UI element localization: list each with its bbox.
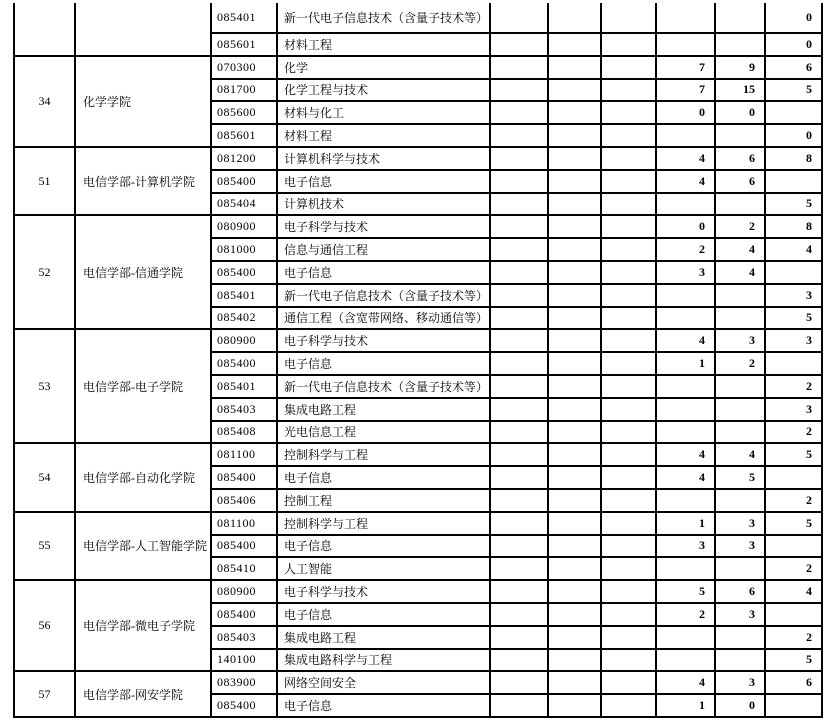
- major-code-cell: 081200: [211, 147, 277, 170]
- blank-cell: [601, 56, 656, 79]
- major-code-cell: 085400: [211, 535, 277, 558]
- quota-value-cell: 1: [656, 352, 715, 375]
- quota-value-cell: 0: [765, 124, 822, 147]
- blank-cell: [601, 307, 656, 330]
- quota-value-cell: [656, 33, 715, 56]
- major-name-cell: 电子信息: [277, 694, 490, 717]
- blank-cell: [601, 512, 656, 535]
- quota-value-cell: 5: [765, 512, 822, 535]
- college-name-cell: 电信学部-网安学院: [75, 671, 211, 717]
- blank-cell: [490, 626, 548, 649]
- major-code-cell: 085600: [211, 101, 277, 124]
- major-name-cell: 信息与通信工程: [277, 238, 490, 261]
- blank-cell: [490, 580, 548, 603]
- college-name-cell: 电信学部-微电子学院: [75, 580, 211, 671]
- quota-value-cell: 5: [765, 649, 822, 672]
- quota-value-cell: [656, 375, 715, 398]
- quota-value-cell: 0: [715, 101, 765, 124]
- quota-value-cell: 3: [765, 329, 822, 352]
- major-name-cell: 计算机技术: [277, 193, 490, 216]
- quota-value-cell: 4: [656, 170, 715, 193]
- table-row: [14, 580, 822, 603]
- blank-cell: [490, 329, 548, 352]
- major-name-cell: 电子信息: [277, 535, 490, 558]
- quota-value-cell: [715, 557, 765, 580]
- quota-value-cell: 0: [765, 33, 822, 56]
- major-code-cell: 085406: [211, 489, 277, 512]
- quota-value-cell: 4: [656, 443, 715, 466]
- quota-value-cell: 3: [765, 284, 822, 307]
- blank-cell: [548, 421, 601, 444]
- blank-cell: [601, 535, 656, 558]
- blank-cell: [490, 466, 548, 489]
- blank-cell: [601, 375, 656, 398]
- blank-cell: [548, 56, 601, 79]
- quota-value-cell: 5: [765, 79, 822, 102]
- quota-value-cell: 2: [765, 557, 822, 580]
- quota-value-cell: 3: [656, 261, 715, 284]
- major-name-cell: 集成电路科学与工程: [277, 649, 490, 672]
- quota-value-cell: 4: [656, 147, 715, 170]
- quota-value-cell: 5: [765, 307, 822, 330]
- blank-cell: [601, 443, 656, 466]
- quota-value-cell: [715, 489, 765, 512]
- major-name-cell: 电子科学与技术: [277, 329, 490, 352]
- quota-value-cell: 8: [765, 215, 822, 238]
- blank-cell: [548, 626, 601, 649]
- quota-value-cell: 2: [765, 375, 822, 398]
- blank-cell: [548, 238, 601, 261]
- college-name-cell: 电信学部-计算机学院: [75, 147, 211, 215]
- major-code-cell: 085402: [211, 307, 277, 330]
- quota-value-cell: 8: [765, 147, 822, 170]
- blank-cell: [548, 580, 601, 603]
- quota-value-cell: 9: [715, 56, 765, 79]
- major-name-cell: 电子科学与技术: [277, 580, 490, 603]
- blank-cell: [601, 215, 656, 238]
- quota-value-cell: 4: [765, 580, 822, 603]
- blank-cell: [490, 79, 548, 102]
- major-name-cell: 计算机科学与技术: [277, 147, 490, 170]
- table-row: [14, 56, 822, 79]
- major-name-cell: 电子信息: [277, 261, 490, 284]
- blank-cell: [548, 3, 601, 33]
- blank-cell: [548, 649, 601, 672]
- blank-cell: [490, 398, 548, 421]
- quota-value-cell: 4: [715, 261, 765, 284]
- major-code-cell: 081100: [211, 512, 277, 535]
- major-code-cell: 080900: [211, 215, 277, 238]
- major-name-cell: 化学工程与技术: [277, 79, 490, 102]
- blank-cell: [601, 79, 656, 102]
- quota-value-cell: [656, 307, 715, 330]
- blank-cell: [490, 603, 548, 626]
- table-row: [14, 512, 822, 535]
- college-name-cell: 电信学部-信通学院: [75, 215, 211, 329]
- blank-cell: [490, 649, 548, 672]
- major-code-cell: 080900: [211, 329, 277, 352]
- major-code-cell: 085403: [211, 626, 277, 649]
- quota-value-cell: 0: [765, 3, 822, 33]
- blank-cell: [490, 443, 548, 466]
- major-code-cell: 085403: [211, 398, 277, 421]
- blank-cell: [548, 489, 601, 512]
- blank-cell: [601, 398, 656, 421]
- blank-cell: [548, 398, 601, 421]
- quota-value-cell: 4: [765, 238, 822, 261]
- major-code-cell: 083900: [211, 671, 277, 694]
- quota-value-cell: 3: [715, 512, 765, 535]
- major-code-cell: 085400: [211, 352, 277, 375]
- blank-cell: [601, 671, 656, 694]
- major-code-cell: 085410: [211, 557, 277, 580]
- blank-cell: [490, 147, 548, 170]
- blank-cell: [548, 147, 601, 170]
- quota-value-cell: 5: [765, 193, 822, 216]
- blank-cell: [490, 375, 548, 398]
- major-code-cell: 085401: [211, 284, 277, 307]
- blank-cell: [548, 557, 601, 580]
- blank-cell: [490, 671, 548, 694]
- quota-value-cell: [765, 535, 822, 558]
- blank-cell: [601, 626, 656, 649]
- blank-cell: [601, 101, 656, 124]
- quota-value-cell: [715, 193, 765, 216]
- blank-cell: [490, 215, 548, 238]
- blank-cell: [490, 535, 548, 558]
- major-name-cell: 材料与化工: [277, 101, 490, 124]
- blank-cell: [601, 557, 656, 580]
- serial-number-cell: 34: [14, 56, 75, 147]
- serial-number-cell: [14, 3, 75, 56]
- quota-value-cell: 6: [715, 580, 765, 603]
- blank-cell: [548, 215, 601, 238]
- quota-value-cell: [656, 193, 715, 216]
- blank-cell: [601, 170, 656, 193]
- blank-cell: [601, 466, 656, 489]
- blank-cell: [548, 79, 601, 102]
- major-name-cell: 人工智能: [277, 557, 490, 580]
- blank-cell: [601, 147, 656, 170]
- quota-value-cell: [656, 398, 715, 421]
- table-row: [14, 443, 822, 466]
- college-name-cell: 电信学部-电子学院: [75, 329, 211, 443]
- quota-value-cell: 2: [765, 489, 822, 512]
- table-row: [14, 3, 822, 33]
- blank-cell: [601, 421, 656, 444]
- major-code-cell: 085404: [211, 193, 277, 216]
- major-name-cell: 电子科学与技术: [277, 215, 490, 238]
- blank-cell: [548, 33, 601, 56]
- quota-value-cell: 6: [765, 671, 822, 694]
- blank-cell: [601, 694, 656, 717]
- quota-value-cell: 4: [656, 671, 715, 694]
- serial-number-cell: 54: [14, 443, 75, 511]
- blank-cell: [490, 33, 548, 56]
- quota-value-cell: [765, 466, 822, 489]
- quota-value-cell: [765, 261, 822, 284]
- quota-value-cell: [765, 603, 822, 626]
- major-name-cell: 新一代电子信息技术（含量子技术等）: [277, 375, 490, 398]
- major-code-cell: 085400: [211, 694, 277, 717]
- blank-cell: [490, 694, 548, 717]
- major-code-cell: 085601: [211, 33, 277, 56]
- blank-cell: [601, 3, 656, 33]
- major-name-cell: 化学: [277, 56, 490, 79]
- serial-number-cell: 53: [14, 329, 75, 443]
- blank-cell: [490, 170, 548, 193]
- quota-value-cell: 0: [656, 101, 715, 124]
- blank-cell: [548, 535, 601, 558]
- blank-cell: [601, 124, 656, 147]
- quota-value-cell: [715, 421, 765, 444]
- quota-value-cell: [715, 398, 765, 421]
- major-name-cell: 电子信息: [277, 352, 490, 375]
- quota-value-cell: 4: [715, 443, 765, 466]
- blank-cell: [548, 170, 601, 193]
- quota-value-cell: 3: [715, 671, 765, 694]
- table-row: [14, 329, 822, 352]
- blank-cell: [490, 421, 548, 444]
- blank-cell: [601, 489, 656, 512]
- major-code-cell: 140100: [211, 649, 277, 672]
- college-name-cell: [75, 3, 211, 56]
- major-code-cell: 081000: [211, 238, 277, 261]
- quota-value-cell: 6: [715, 170, 765, 193]
- blank-cell: [601, 284, 656, 307]
- serial-number-cell: 55: [14, 512, 75, 580]
- quota-value-cell: 7: [656, 79, 715, 102]
- quota-value-cell: 2: [765, 421, 822, 444]
- blank-cell: [601, 33, 656, 56]
- blank-cell: [490, 238, 548, 261]
- quota-value-cell: 2: [715, 215, 765, 238]
- quota-value-cell: [656, 649, 715, 672]
- table-row: [14, 671, 822, 694]
- blank-cell: [490, 307, 548, 330]
- quota-value-cell: 2: [765, 626, 822, 649]
- quota-value-cell: [656, 489, 715, 512]
- blank-cell: [490, 101, 548, 124]
- quota-value-cell: 6: [765, 56, 822, 79]
- table-row: [14, 215, 822, 238]
- major-name-cell: 电子信息: [277, 170, 490, 193]
- quota-value-cell: [656, 421, 715, 444]
- quota-value-cell: 15: [715, 79, 765, 102]
- major-name-cell: 电子信息: [277, 466, 490, 489]
- blank-cell: [490, 193, 548, 216]
- blank-cell: [548, 124, 601, 147]
- blank-cell: [548, 352, 601, 375]
- quota-value-cell: [656, 284, 715, 307]
- quota-value-cell: 4: [715, 238, 765, 261]
- major-name-cell: 集成电路工程: [277, 398, 490, 421]
- blank-cell: [601, 238, 656, 261]
- blank-cell: [601, 649, 656, 672]
- major-name-cell: 网络空间安全: [277, 671, 490, 694]
- quota-value-cell: 4: [656, 466, 715, 489]
- college-name-cell: 电信学部-人工智能学院: [75, 512, 211, 580]
- quota-value-cell: 5: [765, 443, 822, 466]
- quota-value-cell: [715, 284, 765, 307]
- quota-value-cell: [715, 3, 765, 33]
- blank-cell: [548, 284, 601, 307]
- quota-value-cell: 5: [715, 466, 765, 489]
- blank-cell: [548, 466, 601, 489]
- quota-value-cell: 2: [656, 603, 715, 626]
- quota-value-cell: [715, 33, 765, 56]
- major-code-cell: 085401: [211, 3, 277, 33]
- major-code-cell: 085400: [211, 261, 277, 284]
- quota-value-cell: [656, 124, 715, 147]
- blank-cell: [601, 329, 656, 352]
- blank-cell: [490, 512, 548, 535]
- serial-number-cell: 56: [14, 580, 75, 671]
- blank-cell: [601, 580, 656, 603]
- major-code-cell: 085401: [211, 375, 277, 398]
- quota-value-cell: 0: [656, 215, 715, 238]
- quota-value-cell: 0: [715, 694, 765, 717]
- quota-value-cell: 3: [765, 398, 822, 421]
- serial-number-cell: 51: [14, 147, 75, 215]
- blank-cell: [490, 284, 548, 307]
- major-name-cell: 控制科学与工程: [277, 512, 490, 535]
- major-code-cell: 070300: [211, 56, 277, 79]
- quota-value-cell: 3: [715, 603, 765, 626]
- quota-value-cell: 3: [715, 535, 765, 558]
- quota-value-cell: 3: [656, 535, 715, 558]
- major-name-cell: 集成电路工程: [277, 626, 490, 649]
- blank-cell: [601, 352, 656, 375]
- blank-cell: [548, 512, 601, 535]
- major-code-cell: 085408: [211, 421, 277, 444]
- major-name-cell: 材料工程: [277, 124, 490, 147]
- quota-value-cell: 4: [656, 329, 715, 352]
- quota-value-cell: [715, 307, 765, 330]
- quota-value-cell: [715, 649, 765, 672]
- quota-value-cell: [656, 557, 715, 580]
- major-name-cell: 光电信息工程: [277, 421, 490, 444]
- blank-cell: [548, 694, 601, 717]
- college-name-cell: 化学学院: [75, 56, 211, 147]
- table-row: [14, 147, 822, 170]
- major-name-cell: 通信工程（含宽带网络、移动通信等）: [277, 307, 490, 330]
- quota-value-cell: 2: [715, 352, 765, 375]
- blank-cell: [548, 603, 601, 626]
- quota-value-cell: 3: [715, 329, 765, 352]
- major-code-cell: 081700: [211, 79, 277, 102]
- major-code-cell: 085400: [211, 603, 277, 626]
- quota-value-cell: [765, 352, 822, 375]
- quota-value-cell: [765, 694, 822, 717]
- blank-cell: [490, 3, 548, 33]
- quota-value-cell: [715, 124, 765, 147]
- major-code-cell: 085400: [211, 466, 277, 489]
- quota-value-cell: 2: [656, 238, 715, 261]
- blank-cell: [548, 671, 601, 694]
- blank-cell: [601, 603, 656, 626]
- quota-value-cell: [656, 3, 715, 33]
- major-code-cell: 085400: [211, 170, 277, 193]
- major-name-cell: 控制科学与工程: [277, 443, 490, 466]
- major-name-cell: 电子信息: [277, 603, 490, 626]
- major-name-cell: 新一代电子信息技术（含量子技术等）: [277, 284, 490, 307]
- quota-value-cell: 6: [715, 147, 765, 170]
- major-code-cell: 081100: [211, 443, 277, 466]
- college-name-cell: 电信学部-自动化学院: [75, 443, 211, 511]
- quota-value-cell: 1: [656, 694, 715, 717]
- blank-cell: [548, 375, 601, 398]
- admission-quota-table: [13, 3, 823, 718]
- blank-cell: [490, 124, 548, 147]
- blank-cell: [490, 489, 548, 512]
- blank-cell: [490, 261, 548, 284]
- major-name-cell: 材料工程: [277, 33, 490, 56]
- quota-value-cell: [765, 170, 822, 193]
- serial-number-cell: 57: [14, 671, 75, 717]
- major-name-cell: 新一代电子信息技术（含量子技术等）: [277, 3, 490, 33]
- quota-value-cell: 1: [656, 512, 715, 535]
- quota-value-cell: 5: [656, 580, 715, 603]
- blank-cell: [601, 261, 656, 284]
- quota-value-cell: [765, 101, 822, 124]
- blank-cell: [548, 307, 601, 330]
- major-code-cell: 080900: [211, 580, 277, 603]
- blank-cell: [490, 56, 548, 79]
- major-code-cell: 085601: [211, 124, 277, 147]
- blank-cell: [490, 352, 548, 375]
- blank-cell: [548, 101, 601, 124]
- serial-number-cell: 52: [14, 215, 75, 329]
- blank-cell: [548, 443, 601, 466]
- blank-cell: [548, 329, 601, 352]
- blank-cell: [548, 193, 601, 216]
- quota-value-cell: 7: [656, 56, 715, 79]
- blank-cell: [548, 261, 601, 284]
- major-name-cell: 控制工程: [277, 489, 490, 512]
- blank-cell: [601, 193, 656, 216]
- blank-cell: [490, 557, 548, 580]
- quota-value-cell: [656, 626, 715, 649]
- quota-value-cell: [715, 626, 765, 649]
- quota-value-cell: [715, 375, 765, 398]
